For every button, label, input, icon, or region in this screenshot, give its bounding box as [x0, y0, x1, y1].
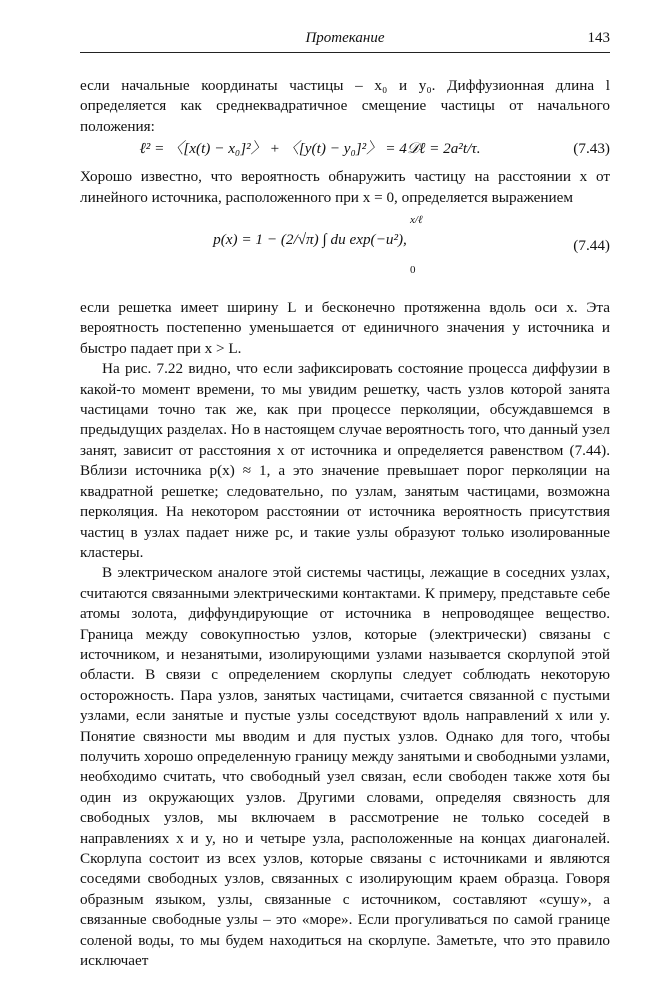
integral-lower-limit: 0 [410, 264, 416, 277]
paragraph-5: В электрическом аналоге этой системы частицы, лежащие в соседних узлах, считаются связанными электрическими контактами. К примеру, представьте себе атомы золота, диффундирующие от источника в непроводящее вещество. Граница между совокупностью узлов, которые (электрически) связаны с источником, и незанятыми, изолирующими узлами называется скорлупой этой области. В связи с определением скорлупы следует соблюдать некоторую осторожность. Пара узлов, занятых частицами, считается связанной с пустыми узлами, если занятые и пустые узлы соседствуют вдоль направлений x или y. Понятие связности мы вводим и для пустых узлов. Однако для того, чтобы получить хорошо определенную границу между занятыми и свободными узлами, необходимо считать, что свободный узел связан, если свободен также хотя бы один из окружающих узлов. Другими словами, определяя связность для свободных узлов, мы включаем в рассмотрение не только соседей в направлениях x и y, но и четыре узла, расположенные на концах диагоналей. Скорлупа состоит из всех узлов, которые связаны с источниками и являются соседями свободных узлов, связанных с изолирующим краем образца. Говоря образным языком, узлы, связанные с источником, составляют «сушу», а связанные свободные узлы – это «море». Если прогуливаться по самой границе соленой воды, то мы будем находиться на скорлупе. Заметьте, что это правило исключает [80, 564, 610, 970]
body-text [80, 76, 610, 971]
paragraph-4: На рис. 7.22 видно, что если зафиксировать состояние процесса диффузии в какой-то момент времени, то мы увидим решетку, часть узлов которой занята частицами точно так же, как при процессе перколяции, обсуждавшемся в предыдущих разделах. Но в настоящем случае вероятность того, что данный узел занят, зависит от расстояния x от источника и определяется равенством (7.44). Вблизи источника p(x) ≈ 1, а это значение превышает порог перколяции на квадратной решетке; следовательно, по узлам, занятым частицами, возможна перколяция. На некотором расстоянии от источника вероятность присутствия частиц в узлах падает ниже pc, и такие узлы образуют только изолированные кластеры. [80, 360, 610, 561]
running-title: Протекание [305, 30, 385, 46]
equation-number: (7.44) [573, 237, 610, 255]
equation-number: (7.43) [573, 140, 610, 158]
integral-upper-limit: x/ℓ [410, 214, 423, 227]
equation-formula: p(x) = 1 − (2/√π) ∫ du exp(−u²), [213, 231, 407, 249]
equation-7-44 [80, 210, 610, 296]
paragraph-1: если начальные координаты частицы – x₀ и y₀. Диффузионная длина l определяется как среднеквадратичное смещение частицы от начального положения: [80, 77, 610, 135]
page-number: 143 [587, 30, 610, 46]
paragraph-2: Хорошо известно, что вероятность обнаружить частицу на расстоянии x от линейного источника, расположенного при x = 0, определяется выражением [80, 168, 610, 206]
paragraph-3: если решетка имеет ширину L и бесконечно протяженна вдоль оси x. Эта вероятность постепенно уменьшается от единичного значения у источника и быстро падает при x > L. [80, 299, 610, 357]
page-header [80, 30, 610, 50]
header-rule [80, 52, 610, 53]
equation-7-43 [80, 139, 610, 165]
equation-formula: ℓ² = 〈[x(t) − x₀]²〉 + 〈[y(t) − y₀]²〉 = 4𝒟ℓ = 2a²t/τ. [139, 140, 481, 158]
